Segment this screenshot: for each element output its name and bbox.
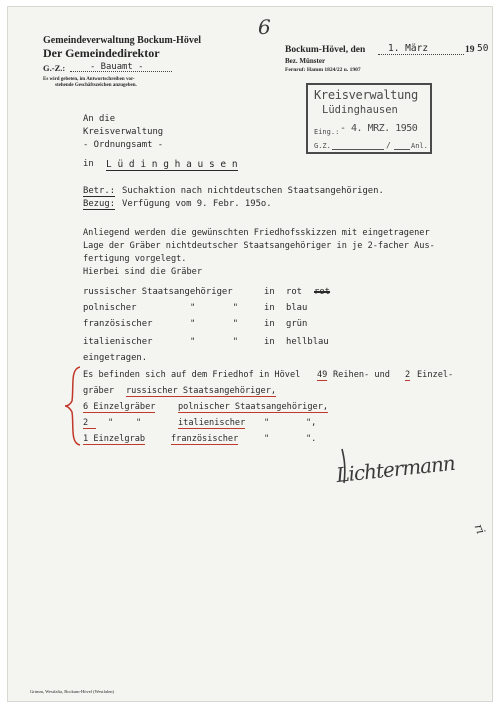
stamp-received-date: - 4. MRZ. 1950: [340, 123, 418, 134]
table-row-color: rot: [286, 287, 303, 297]
signature: Lichtermann: [335, 450, 456, 488]
table-row-in: in: [264, 287, 275, 297]
letterhead-note-line2: stehende Geschäftszeichen anzugeben.: [55, 83, 137, 88]
table-row-color: blau: [286, 303, 308, 313]
stamp-anl-line: [394, 149, 410, 150]
date-year-suffix: 50: [477, 43, 489, 54]
betr-label: Betr.:: [83, 186, 116, 196]
red-brace-mark: [64, 365, 84, 447]
body-p3-line2-a: gräber: [83, 386, 115, 396]
body-p1-line3: fertigung vorgelegt.: [83, 254, 187, 264]
body-p3-line4-q2: ": [136, 418, 142, 428]
table-row-ditto: " ": [190, 303, 239, 313]
letter-page: [8, 7, 492, 701]
body-p3-line3-a: 6 Einzelgräber: [83, 402, 156, 412]
district: Bez. Münster: [285, 57, 326, 65]
footer-print: Grimm, Westfalia, Bockum-Hövel (Westfalen): [30, 689, 115, 694]
date-day: 1. März: [388, 43, 429, 54]
phone: Fernruf: Hamm 1824/22 u. 1907: [285, 67, 361, 73]
body-p3-line3-b: polnischer Staatsangehöriger,: [178, 402, 329, 412]
body-p3-num1: 49: [317, 370, 328, 380]
body-p3-line4-q3: ": [264, 418, 270, 428]
letterhead-note-line1: Es wird gebeten, im Antwortschreiben vor-: [43, 77, 135, 82]
body-p3-line2-b: russischer Staatsangehöriger,: [126, 386, 277, 396]
body-p3-line5-q1: ": [264, 434, 270, 444]
address-city: L ü d i n g h a u s e n: [106, 159, 238, 170]
body-p3-num2: 2: [405, 370, 411, 380]
body-p3-line5-q2: ".: [306, 434, 317, 444]
table-row-color: hellblau: [286, 337, 329, 347]
body-p3-line4-q4: ",: [306, 418, 317, 428]
table-row-nation: italienischer: [83, 337, 153, 347]
letterhead-line1: Gemeindeverwaltung Bockum-Hövel: [43, 35, 202, 46]
body-eingetragen: eingetragen.: [83, 353, 148, 363]
date-dots: [378, 54, 464, 55]
body-p1-line1: Anliegend werden die gewünschten Friedhofsskizzen mit eingetragener: [83, 228, 430, 238]
gz-label: G.-Z.:: [43, 63, 66, 73]
date-year-prefix: 19: [465, 45, 475, 55]
stamp-gz-line: [332, 149, 384, 150]
table-row-nation: russischer Staatsangehöriger: [83, 287, 233, 297]
stamp-received-label: Eing.:: [314, 128, 340, 136]
stamp-line2: Lüdinghausen: [322, 104, 398, 116]
address-line2: Kreisverwaltung: [83, 127, 164, 137]
body-p3-line4-b: italienischer: [178, 418, 246, 428]
betr-text: Suchaktion nach nichtdeutschen Staatsangehörigen.: [122, 186, 384, 196]
body-p2-line1: Hierbei sind die Gräber: [83, 267, 202, 277]
table-row-in: in: [264, 303, 275, 313]
address-line1: An die: [83, 114, 116, 124]
table-row-nation: französischer: [83, 319, 153, 329]
table-row-in: in: [264, 337, 275, 347]
letterhead-line2: Der Gemeindedirektor: [43, 46, 160, 60]
margin-mark: ri: [471, 522, 489, 536]
gz-value: - Bauamt -: [90, 62, 144, 72]
table-row-ditto: " ": [190, 337, 239, 347]
table-row-ditto: " ": [190, 319, 239, 329]
bezug-label: Bezug:: [83, 199, 116, 209]
place-label: Bockum-Hövel, den: [285, 45, 366, 55]
stamp-anl-label: Anl.: [411, 142, 428, 150]
body-p3-line1-b: Reihen- und: [333, 370, 390, 380]
body-p3-line1-c: Einzel-: [417, 370, 454, 380]
page-number-hand: 6: [258, 15, 271, 39]
table-row-color: grün: [286, 319, 308, 329]
body-p3-line5-b: französischer: [171, 434, 239, 444]
body-p3-line1-a: Es befinden sich auf dem Friedhof in Hövel: [83, 370, 301, 380]
stamp-line1: Kreisverwaltung: [314, 88, 418, 102]
stamp-slash: /: [386, 141, 391, 150]
address-line3: - Ordnungsamt -: [83, 140, 164, 150]
bezug-text: Verfügung vom 9. Febr. 195o.: [122, 199, 272, 209]
table-row-in: in: [264, 319, 275, 329]
signature-flourish: [338, 447, 358, 487]
body-p3-line4-a: 2: [83, 418, 96, 429]
address-line4-prefix: in: [83, 159, 94, 169]
body-p3-line4-q1: ": [108, 418, 114, 428]
table-row-nation: polnischer: [83, 303, 137, 313]
stamp-gz-label: G.Z.: [314, 142, 331, 150]
body-p1-line2: Lage der Gräber nichtdeutscher Staatsangehöriger in je 2-facher Aus-: [83, 241, 435, 251]
received-stamp: [306, 83, 432, 154]
body-p3-line5-a: 1 Einzelgrab: [83, 434, 146, 444]
table-row-struck: rot: [314, 287, 331, 297]
